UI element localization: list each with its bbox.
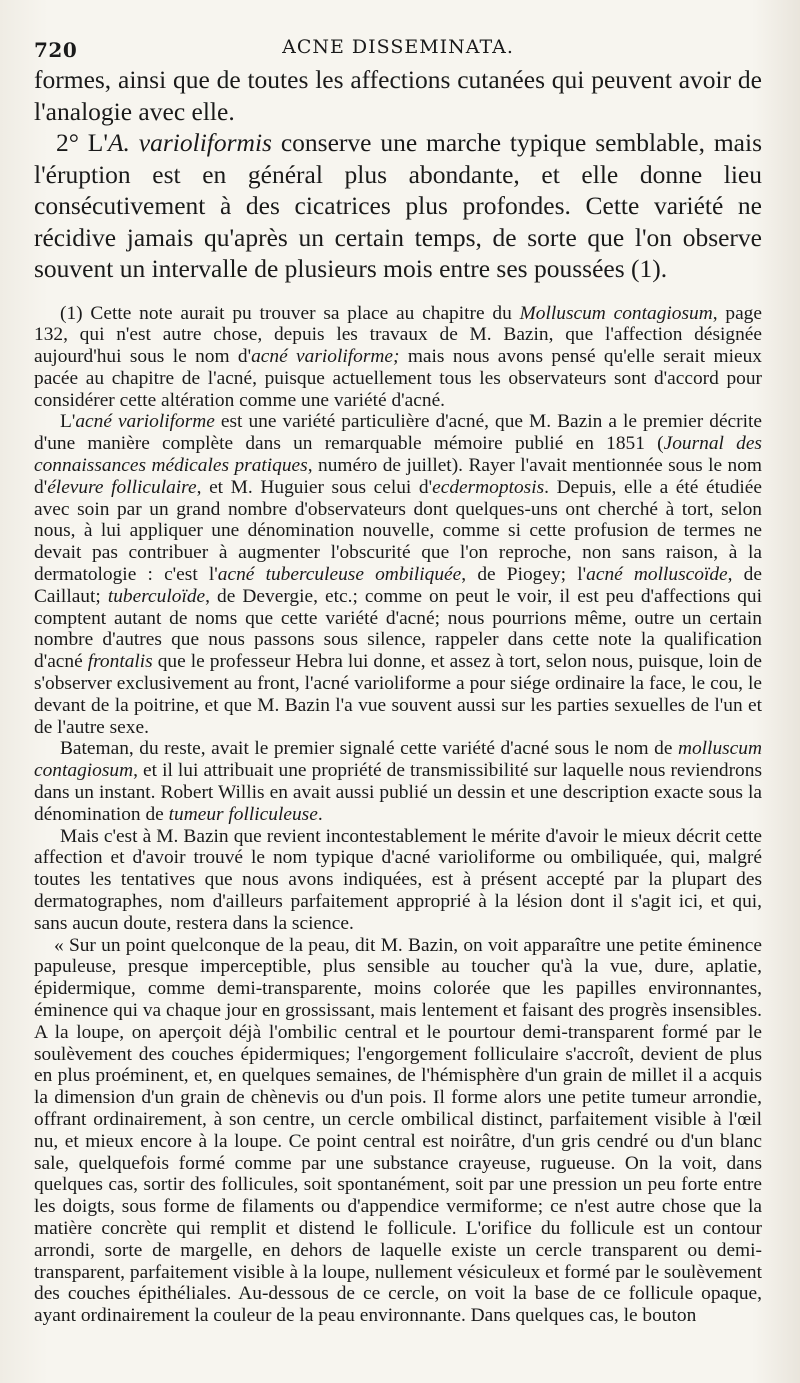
text-run: , page 132, qui n'est autre chose, depuis les travaux de M. Bazin, que l'affection désignée aujourd'hui sous le nom d' [34, 302, 762, 368]
text-run: . Depuis, elle a été étudiée avec soin par un grand nombre d'observateurs dont quelques-uns ont cherché à tort, selon nous, à lui appliquer une dénomination nouvelle, comme si cette profusion de termes ne devait pas contribuer à augmenter l'obscurité que l'on reproche, non sans raison, à la dermatologie : c'est l' [34, 476, 763, 586]
footnote-paragraph-2 [34, 411, 762, 738]
text-run: mais nous avons pensé qu'elle serait mieux pacée au chapitre de l'acné, puisque actuellement tous les observateurs sont d'accord pour considérer cette altération comme une variété d'acné. [34, 346, 762, 411]
text-run: L' [60, 411, 76, 433]
footnote-quote-bazin: « Sur un point quelconque de la peau, dit M. Bazin, on voit apparaître une petite éminence papuleuse, presque imperceptible, plus sensible au toucher qu'à la vue, dure, aplatie, épidermique, comme demi-transparente, moins colorée que les papilles environnantes, éminence qui va chaque jour en grossissant, mais lentement et faisant des progrès insensibles. A la loupe, on aperçoit déjà l'ombilic central et le pourtour demi-transparent formé par le soulèvement des couches épidermiques; l'engorgement folliculaire s'accroît, devient de plus en plus proéminent, et, en quelques semaines, de l'hémisphère d'un grain de millet il a acquis la dimension d'un grain de chènevis ou d'un pois. Il forme alors une petite tumeur arrondie, offrant ordinairement, à son centre, un cercle ombilical distinct, parfaitement visible à l'œil nu, et mieux encore à la loupe. Ce point central est noirâtre, d'un gris cendré ou d'un blanc sale, quelquefois formé comme par une substance crayeuse, rugueuse. On la voit, dans quelques cas, sortir des follicules, soit spontanément, soit par une pression un peu forte entre les doigts, sous forme de filaments ou d'appendice vermiforme; ce n'est autre chose que la matière concrète qui remplit et distend le follicule. L'orifice du follicule est un contour arrondi, sorte de margelle, en dehors de laquelle existe un cercle transparent ou demi-transparent, parfaitement visible à la loupe, nullement vésiculeux et formé par le soulèvement des couches épithéliales. Au-dessous de ce cercle, on voit la base de ce follicule opaque, ayant ordinairement la couleur de la peau environnante. Dans quelques cas, le bouton [34, 934, 762, 1327]
italic-term: acné varioliforme [75, 411, 215, 433]
italic-term: A. varioliformis [107, 128, 272, 157]
page-header [34, 30, 762, 64]
footnote [34, 303, 762, 1327]
text-run: est une variété particulière d'acné, que M. Bazin a le premier décrite d'une manière complète dans un remarquable mémoire publié en 1851 ( [34, 411, 762, 455]
footnote-paragraph-1 [34, 303, 762, 412]
text-run: , numéro de juillet). Rayer l'avait mentionnée sous le nom d' [34, 455, 762, 498]
main-text [34, 64, 762, 285]
text-run: conserve une marche typique semblable, mais l'éruption est en général plus abondante, et elle donne lieu consécutivement à des cicatrices plus profondes. Cette variété ne récidive jamais qu'après un certain temps, de sorte que l'on observe souvent un intervalle de plusieurs mois entre ses poussées (1). [34, 128, 763, 283]
italic-term: tuberculoïde [107, 585, 206, 607]
italic-term: tumeur folliculeuse [168, 803, 318, 825]
footnote-paragraph-3 [34, 738, 762, 825]
footnote-paragraph-4: Mais c'est à M. Bazin que revient incontestablement le mérite d'avoir le mieux décrit cette affection et d'avoir trouvé le nom typique d'acné varioliforme ou ombiliquée, qui, malgré toutes les tentatives que nous avons indiquées, est à présent accepté par la plupart des dermatographes, nom d'ailleurs parfaitement approprié à la lésion dont il s'agit ici, et qui, sans aucun doute, restera dans la science. [34, 825, 762, 934]
text-run: que le professeur Hebra lui donne, et assez à tort, selon nous, puisque, loin de s'observer exclusivement au front, l'acné varioliforme a pour siége ordinaire la face, le cou, le devant de la poitrine, et que M. Bazin l'a vue souvent aussi sur les parties sexuelles de l'un et de l'autre sexe. [34, 651, 762, 738]
text-run: , de Devergie, etc.; comme on peut le voir, il est peu d'affections qui comptent autant de noms que cette variété d'acné; nous pourrions même, outre un certain nombre d'autres que nous passons sous silence, rappeler dans cette note la qualification d'acné [34, 585, 762, 673]
italic-term: élevure folliculaire [47, 476, 197, 498]
text-run: (1) Cette note aurait pu trouver sa place au chapitre du [60, 302, 520, 324]
italic-term: Molluscum contagiosum [519, 302, 713, 324]
italic-term: molluscum contagiosum [34, 738, 762, 782]
text-run: 2° L' [56, 128, 108, 157]
italic-term: Journal des connaissances médicales pratiques [34, 433, 762, 477]
text-run: . [317, 803, 323, 825]
italic-term: acné tuberculeuse ombiliquée [217, 564, 462, 586]
italic-term: ecdermoptosis [432, 476, 545, 498]
page-number: 720 [34, 38, 78, 62]
running-title: ACNE DISSEMINATA. [282, 36, 514, 58]
paragraph-continuation: formes, ainsi que de toutes les affections cutanées qui peuvent avoir de l'analogie avec elle. [34, 65, 762, 126]
italic-term: acné varioliforme; [251, 346, 400, 368]
text-run: , de Piogey; l' [461, 564, 587, 586]
paragraph-varioliformis [34, 127, 762, 285]
italic-term: acné molluscoïde [586, 564, 728, 586]
text-run: Bateman, du reste, avait le premier signalé cette variété d'acné sous le nom de [60, 738, 678, 760]
text-run: , de Caillaut; [34, 564, 762, 607]
italic-term: frontalis [87, 651, 153, 673]
text-run: , et M. Huguier sous celui d' [196, 476, 433, 498]
text-run: , et il lui attribuait une propriété de transmissibilité sur laquelle nous reviendrons dans un instant. Robert Willis en avait aussi publié un dessin et une description exacte sous la dénomination de [34, 760, 762, 825]
